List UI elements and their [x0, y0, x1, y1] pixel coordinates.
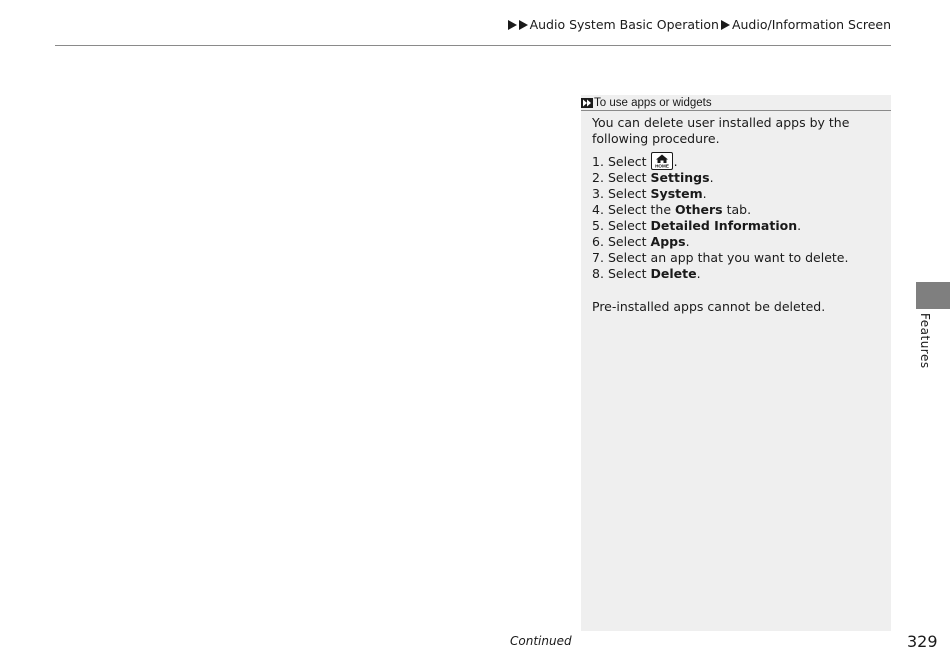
home-icon: [651, 152, 673, 170]
step-item: 7. Select an app that you want to delete.: [592, 250, 849, 265]
continued-label: Continued: [510, 634, 572, 648]
section-tab-marker: [916, 282, 950, 309]
breadcrumb-item-audio-info-screen[interactable]: Audio/Information Screen: [731, 17, 891, 32]
step-item: 1. Select HOME .: [592, 154, 678, 169]
step-item: 5. Select Detailed Information .: [592, 218, 802, 233]
header-divider: [55, 45, 891, 46]
sidebar-note: [581, 95, 891, 631]
procedure-steps: [592, 154, 882, 282]
breadcrumb-arrow-icon: [519, 20, 528, 30]
breadcrumb-item-audio-system[interactable]: Audio System Basic Operation: [529, 17, 719, 32]
sidebar-title-text[interactable]: To use apps or widgets: [594, 96, 712, 109]
step-item: 3. Select System .: [592, 186, 707, 201]
reference-arrow-icon: [581, 98, 593, 108]
breadcrumb-arrow-icon: [508, 20, 517, 30]
step-item: 4. Select the Others tab.: [592, 202, 752, 217]
step-item: 8. Select Delete .: [592, 266, 701, 281]
step-item: 6. Select Apps .: [592, 234, 690, 249]
sidebar-title: [581, 95, 891, 111]
breadcrumb-arrow-icon: [721, 20, 730, 30]
section-tab-label: Features: [918, 313, 932, 369]
sidebar-note-text: Pre-installed apps cannot be deleted.: [592, 299, 826, 314]
svg-text:HOME: HOME: [654, 163, 669, 169]
page-number: 329: [907, 632, 938, 651]
breadcrumb: [508, 17, 891, 32]
step-item: 2. Select Settings .: [592, 170, 714, 185]
sidebar-intro: You can delete user installed apps by the following procedure.: [592, 115, 850, 146]
